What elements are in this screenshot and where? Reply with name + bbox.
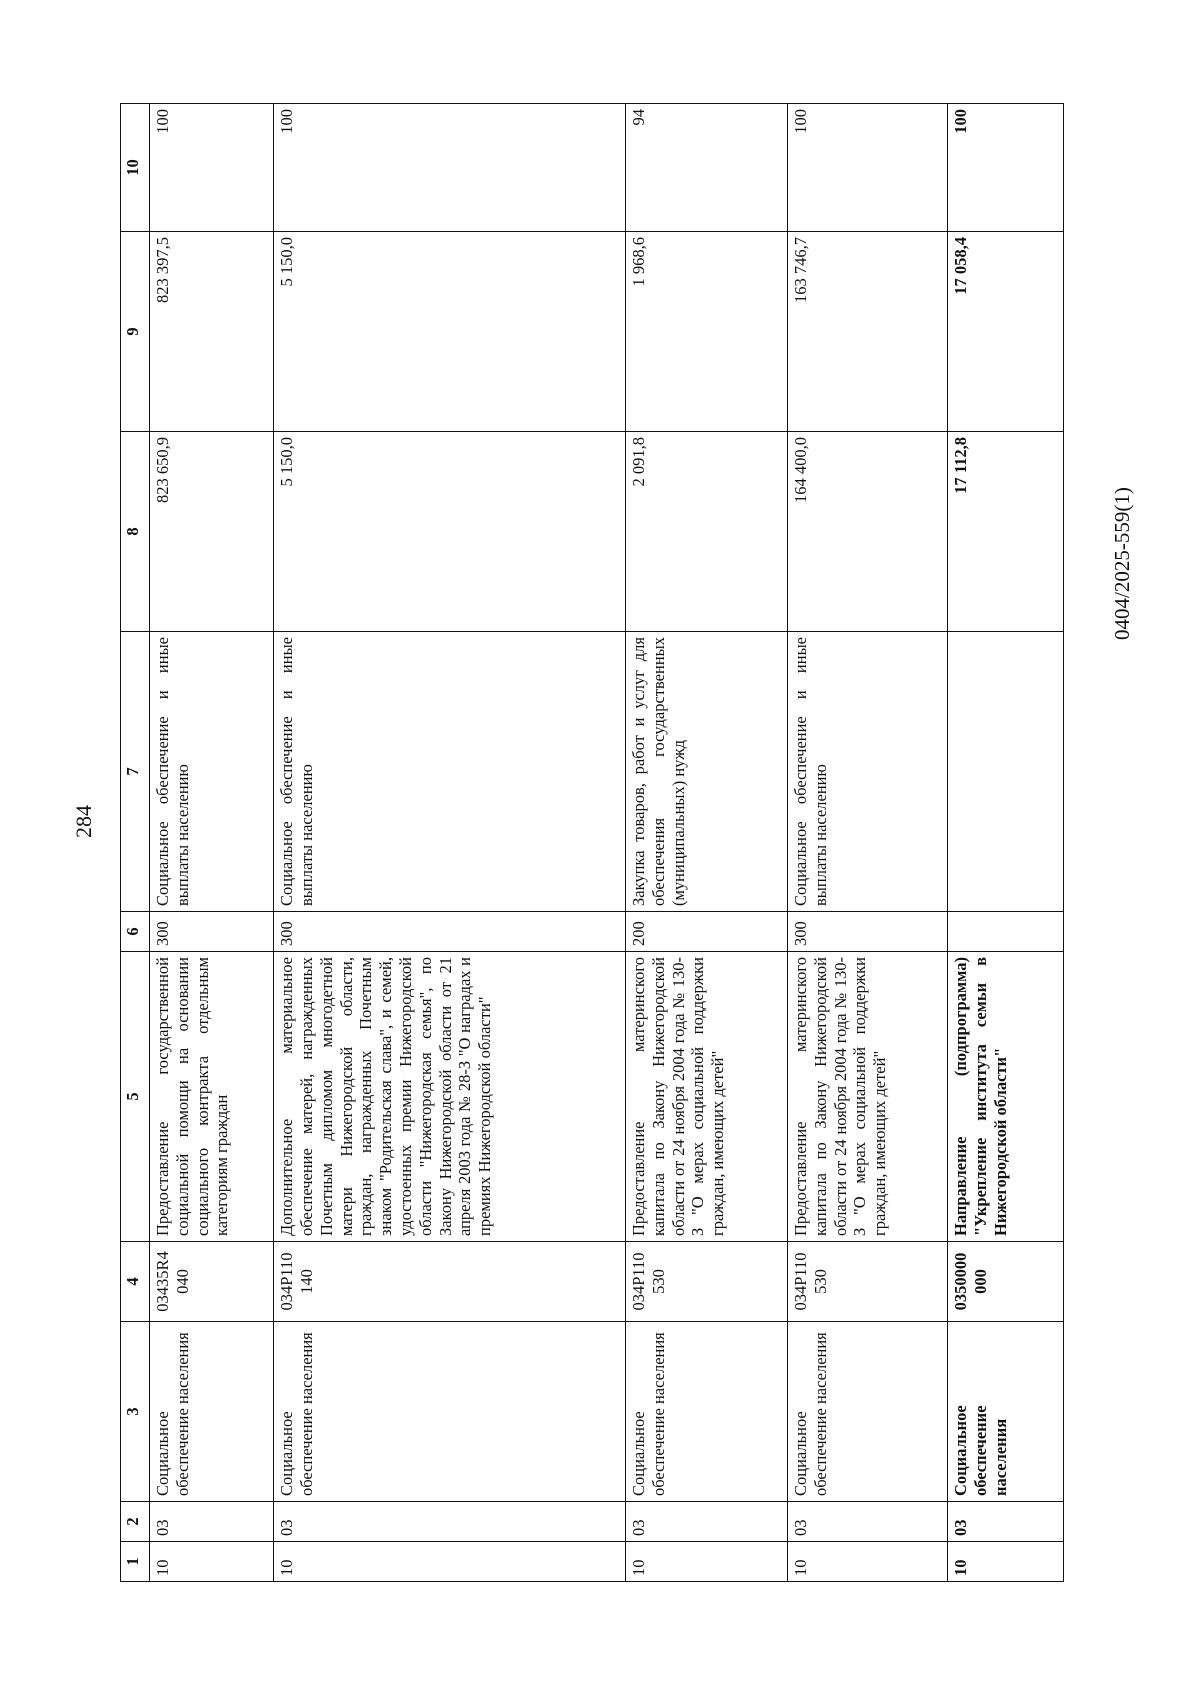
expense-type-code: 300 <box>788 912 948 952</box>
col-header-3: 3 <box>121 1322 150 1502</box>
executed-amount: 163 746,7 <box>788 232 948 432</box>
rotated-table-container <box>120 104 1064 1582</box>
section-name: Социальное обеспечение населения <box>788 1322 948 1502</box>
article-description: Предоставление материнского капитала по Закону Нижегородской области от 24 ноября 2004 года № 130-З "О мерах социальной поддержки граждан, имеющих детей" <box>625 952 787 1242</box>
target-article-code: 034Р110 530 <box>625 1242 787 1322</box>
execution-percent: 94 <box>625 104 787 232</box>
header-row <box>121 104 150 1582</box>
section-name: Социальное обеспечение населения <box>948 1322 1064 1502</box>
col-header-10: 10 <box>121 104 150 232</box>
execution-percent: 100 <box>150 104 274 232</box>
execution-percent: 100 <box>274 104 626 232</box>
expense-type-name: Социальное обеспечение и иные выплаты населению <box>788 632 948 912</box>
document-code: 0404/2025-559(1) <box>1110 487 1134 640</box>
table-row <box>948 104 1064 1582</box>
section-name: Социальное обеспечение населения <box>150 1322 274 1502</box>
executed-amount: 17 058,4 <box>948 232 1064 432</box>
table-row <box>274 104 626 1582</box>
table-row <box>788 104 948 1582</box>
expense-type-name: Закупка товаров, работ и услуг для обеспечения государственных (муниципальных) нужд <box>625 632 787 912</box>
section-name: Социальное обеспечение населения <box>274 1322 626 1502</box>
col-header-4: 4 <box>121 1242 150 1322</box>
execution-percent: 100 <box>948 104 1064 232</box>
planned-amount: 164 400,0 <box>788 432 948 632</box>
target-article-code: 034Р110 530 <box>788 1242 948 1322</box>
col-header-9: 9 <box>121 232 150 432</box>
section-code: 10 <box>274 1542 626 1582</box>
subsection-code: 03 <box>150 1502 274 1542</box>
target-article-code: 0350000 000 <box>948 1242 1064 1322</box>
col-header-8: 8 <box>121 432 150 632</box>
expense-type-name: Социальное обеспечение и иные выплаты населению <box>150 632 274 912</box>
executed-amount: 823 397,5 <box>150 232 274 432</box>
subsection-code: 03 <box>625 1502 787 1542</box>
table-row <box>150 104 274 1582</box>
table-row <box>625 104 787 1582</box>
subsection-code: 03 <box>788 1502 948 1542</box>
col-header-5: 5 <box>121 952 150 1242</box>
planned-amount: 2 091,8 <box>625 432 787 632</box>
expense-type-code: 300 <box>150 912 274 952</box>
execution-percent: 100 <box>788 104 948 232</box>
target-article-code: 034Р110 140 <box>274 1242 626 1322</box>
expense-type-code: 300 <box>274 912 626 952</box>
subsection-code: 03 <box>274 1502 626 1542</box>
section-code: 10 <box>150 1542 274 1582</box>
expense-type-code: 200 <box>625 912 787 952</box>
col-header-1: 1 <box>121 1542 150 1582</box>
planned-amount: 5 150,0 <box>274 432 626 632</box>
target-article-code: 03435R4 040 <box>150 1242 274 1322</box>
section-code: 10 <box>625 1542 787 1582</box>
expense-type-code <box>948 912 1064 952</box>
article-description: Направление (подпрограмма) "Укрепление института семьи в Нижегородской области" <box>948 952 1064 1242</box>
section-code: 10 <box>948 1542 1064 1582</box>
page-number: 284 <box>71 805 96 838</box>
expense-type-name: Социальное обеспечение и иные выплаты населению <box>274 632 626 912</box>
planned-amount: 823 650,9 <box>150 432 274 632</box>
section-code: 10 <box>788 1542 948 1582</box>
expense-type-name <box>948 632 1064 912</box>
planned-amount: 17 112,8 <box>948 432 1064 632</box>
col-header-2: 2 <box>121 1502 150 1542</box>
subsection-code: 03 <box>948 1502 1064 1542</box>
col-header-6: 6 <box>121 912 150 952</box>
article-description: Предоставление государственной социальной помощи на основании социального контракта отдельным категориям граждан <box>150 952 274 1242</box>
executed-amount: 1 968,6 <box>625 232 787 432</box>
article-description: Дополнительное материальное обеспечение матерей, награжденных Почетным дипломом многодетной матери Нижегородской области, граждан, награжденных Почетным знаком "Родительская слава", и семей, удостоенных премии Нижегородской области "Нижегородская семья", по Закону Нижегородской области от 21 апреля 2003 года № 28-З "О наградах и премиях Нижегородской области" <box>274 952 626 1242</box>
article-description: Предоставление материнского капитала по Закону Нижегородской области от 24 ноября 2004 года № 130-З "О мерах социальной поддержки граждан, имеющих детей" <box>788 952 948 1242</box>
executed-amount: 5 150,0 <box>274 232 626 432</box>
section-name: Социальное обеспечение населения <box>625 1322 787 1502</box>
col-header-7: 7 <box>121 632 150 912</box>
budget-table <box>120 103 1064 1582</box>
